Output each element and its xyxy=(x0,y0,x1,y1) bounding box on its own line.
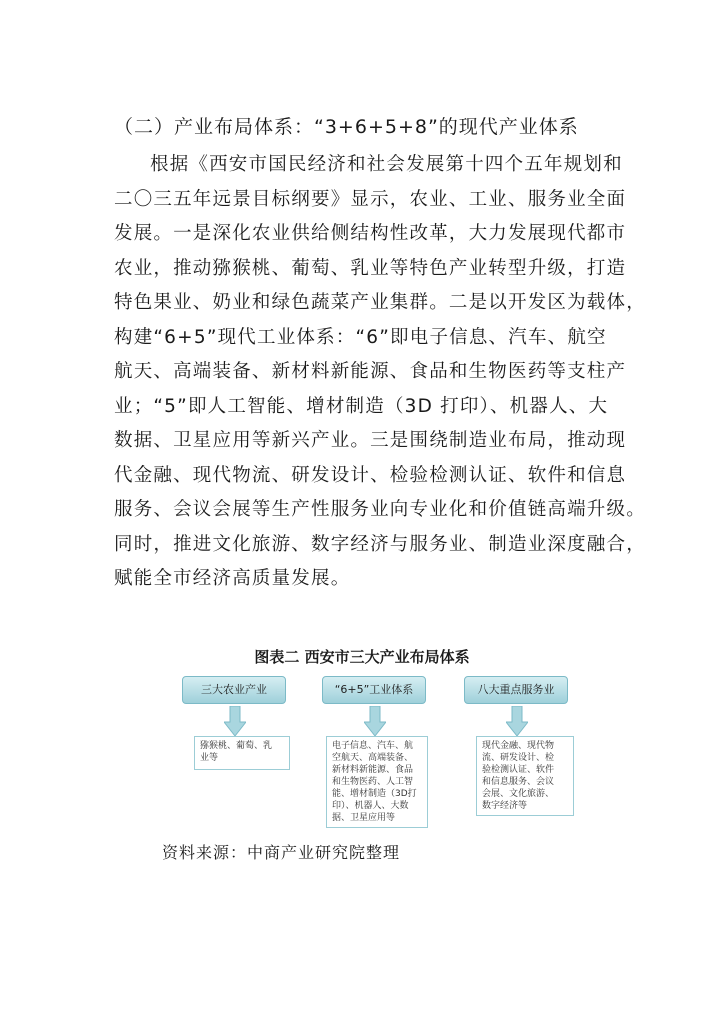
paragraph-line: 构建“6+5”现代工业体系：“6”即电子信息、汽车、航空 xyxy=(114,326,607,348)
down-arrow-icon xyxy=(364,706,386,738)
industry-body-box xyxy=(326,736,428,828)
paragraph-line: 根据《西安市国民经济和社会发展第十四个五年规划和 xyxy=(150,154,623,175)
source-note: 资料来源：中商产业研究院整理 xyxy=(162,843,401,862)
paragraph-line: 农业，推动猕猴桃、葡萄、乳业等特色产业转型升级，打造 xyxy=(114,257,627,279)
box-line: 能、增材制造（3D打 xyxy=(332,789,417,799)
box-line: 和生物医药、人工智 xyxy=(332,777,414,787)
paragraph-line: 二〇三五年远景目标纲要》显示，农业、工业、服务业全面 xyxy=(114,188,627,210)
industry-header-box: “6+5”工业体系 xyxy=(322,676,426,704)
box-line: 数字经济等 xyxy=(482,801,528,811)
body-paragraph xyxy=(114,148,646,597)
box-line: 现代金融、现代物 xyxy=(482,741,555,751)
box-line: 会展、文化旅游、 xyxy=(482,789,555,799)
agriculture-body-box xyxy=(194,736,290,770)
section-heading: （二）产业布局体系：“3+6+5+8”的现代产业体系 xyxy=(114,116,579,138)
service-body-box xyxy=(476,736,574,816)
paragraph-line: 数据、卫星应用等新兴产业。三是围绕制造业布局，推动现 xyxy=(114,430,627,451)
box-line: 印）、机器人、大数 xyxy=(332,801,409,811)
paragraph-line: 赋能全市经济高质量发展。 xyxy=(114,568,351,589)
industry-diagram xyxy=(180,676,580,826)
paragraph-line: 服务、会议会展等生产性服务业向专业化和价值链高端升级。 xyxy=(114,499,646,520)
paragraph-line: 航天、高端装备、新材料新能源、食品和生物医药等支柱产 xyxy=(114,361,627,382)
box-line: 新材料新能源、食品 xyxy=(332,765,414,775)
box-line: 流、研发设计、检 xyxy=(482,753,555,763)
down-arrow-icon xyxy=(506,706,528,738)
paragraph-line: 发展。一是深化农业供给侧结构性改革，大力发展现代都市 xyxy=(114,223,627,244)
down-arrow-icon xyxy=(224,706,246,738)
paragraph-line: 同时，推进文化旅游、数字经济与服务业、制造业深度融合， xyxy=(114,533,646,555)
figure-title: 图表二 西安市三大产业布局体系 xyxy=(254,648,470,666)
paragraph-line: 代金融、现代物流、研发设计、检验检测认证、软件和信息 xyxy=(114,464,627,486)
service-header-box: 八大重点服务业 xyxy=(464,676,568,704)
box-line: 空航天、高端装备、 xyxy=(332,753,414,763)
paragraph-line: 特色果业、奶业和绿色蔬菜产业集群。二是以开发区为载体， xyxy=(114,292,646,313)
paragraph-line: 业；“5”即人工智能、增材制造（3D 打印）、机器人、大 xyxy=(114,395,609,417)
box-line: 业等 xyxy=(200,753,219,763)
box-line: 猕猴桃、葡萄、乳 xyxy=(200,741,273,751)
box-line: 据、卫星应用等 xyxy=(332,813,396,823)
agriculture-header-box: 三大农业产业 xyxy=(182,676,286,704)
box-line: 和信息服务、会议 xyxy=(482,777,555,787)
box-line: 电子信息、汽车、航 xyxy=(332,741,414,751)
box-line: 验检测认证、软件 xyxy=(482,765,555,775)
